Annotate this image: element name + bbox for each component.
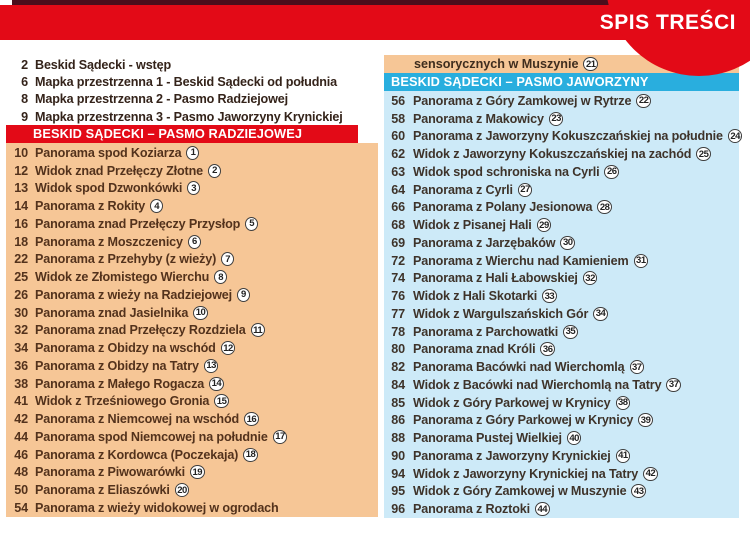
toc-entry [6,251,378,269]
page-number: 58 [391,111,405,126]
entry-title: Widok z Wargulszańskich Gór [413,306,589,321]
map-marker-badge: 16 [244,412,259,426]
entry-title: Panorama znad Przełęczy Rozdziela [35,323,246,338]
page-number: 41 [14,394,28,409]
entry-title: Widok z Pisanej Hali [413,218,532,233]
toc-entry [6,197,378,215]
page-number: 16 [14,216,28,231]
page-number: 8 [21,92,28,107]
entry-title: Panorama z Jarzębaków [413,235,556,250]
entry-title: Panorama z Moszczenicy [35,234,183,249]
page-number: 50 [14,483,28,498]
page-number: 12 [14,163,28,178]
map-marker-badge: 27 [518,183,533,197]
entry-title: Panorama z Góry Zamkowej w Rytrze [413,93,632,108]
page-number: 64 [391,182,405,197]
page-number: 80 [391,342,405,357]
toc-entry [6,162,378,180]
toc-entry [384,234,739,252]
toc-entry [384,376,739,394]
entry-title: Widok z Góry Zamkowej w Muszynie [413,484,627,499]
map-marker-badge: 32 [583,271,598,285]
entry-title: Panorama z Przehyby (z wieży) [35,252,217,267]
toc-entry [6,180,378,198]
toc-entry [384,483,739,501]
page-number: 48 [14,465,28,480]
page-number: 46 [14,447,28,462]
page-number: 84 [391,377,405,392]
toc-entry [384,429,739,447]
map-marker-badge: 29 [537,218,552,232]
page-number: 66 [391,200,405,215]
page-number: 26 [14,287,28,302]
entry-title: Panorama z Obidzy na wschód [35,341,216,356]
map-marker-badge: 9 [237,288,250,302]
toc-entry [384,270,739,288]
page-number: 22 [14,252,28,267]
entry-title: Widok z Trześniowego Gronia [35,394,210,409]
entry-title: Mapka przestrzenna 1 - Beskid Sądecki od południa [35,75,337,90]
toc-entry [6,91,378,108]
toc-entry [384,128,739,146]
page-number: 68 [391,218,405,233]
map-marker-badge: 21 [583,57,598,71]
toc-entry [6,286,378,304]
toc-entry [384,216,739,234]
page-number: 2 [21,57,28,72]
map-marker-badge: 41 [616,449,631,463]
page-number: 77 [391,306,405,321]
page-number: 74 [391,271,405,286]
toc-entry [384,287,739,305]
intro-entry-list [6,56,378,126]
entry-title: Panorama z Wierchu nad Kamieniem [413,253,629,268]
toc-entry [6,393,378,411]
page-number: 36 [14,358,28,373]
page-number: 72 [391,253,405,268]
page-number: 69 [391,235,405,250]
map-marker-badge: 23 [549,112,564,126]
map-marker-badge: 5 [245,217,258,231]
map-marker-badge: 25 [696,147,711,161]
entry-title: Panorama spod Niemcowej na południe [35,429,268,444]
map-marker-badge: 15 [214,394,229,408]
section-header-pasmo-jaworzyny: BESKID SĄDECKI – PASMO JAWORZYNY [384,73,739,91]
map-marker-badge: 12 [221,341,236,355]
map-marker-badge: 26 [604,165,619,179]
entry-title: Widok z Góry Parkowej w Krynicy [413,395,611,410]
entry-title: Mapka przestrzenna 3 - Pasmo Jaworzyny Krynickiej [35,109,343,124]
page-number: 60 [391,129,405,144]
entry-title: Widok spod schroniska na Cyrli [413,164,600,179]
map-marker-badge: 34 [593,307,608,321]
entry-title: Widok spod Dzwonkówki [35,181,183,196]
toc-entry [6,428,378,446]
entry-title: Widok z Hali Skotarki [413,289,538,304]
map-marker-badge: 1 [186,146,199,160]
map-marker-badge: 18 [243,448,258,462]
page-number: 95 [391,484,405,499]
page-number: 88 [391,431,405,446]
toc-entry [384,323,739,341]
page-number: 54 [14,500,28,515]
toc-entry [6,268,378,286]
page-number: 32 [14,323,28,338]
toc-entry [384,341,739,359]
map-marker-badge: 37 [630,360,645,374]
entry-title: Panorama z Hali Łabowskiej [413,271,578,286]
map-marker-badge: 24 [728,129,743,143]
entry-title: Panorama z Makowicy [413,111,544,126]
entry-title: Beskid Sądecki - wstęp [35,57,171,72]
map-marker-badge: 37 [666,378,681,392]
entry-title: Panorama z Góry Parkowej w Krynicy [413,413,634,428]
map-marker-badge: 20 [175,483,190,497]
map-marker-badge: 11 [251,323,265,337]
toc-entry [6,357,378,375]
page-number: 76 [391,289,405,304]
page-number: 13 [14,181,28,196]
page-number: 44 [14,429,28,444]
page-number: 96 [391,502,405,517]
toc-entry [6,108,378,125]
toc-entry [384,163,739,181]
entry-title: Widok z Jaworzyny Kokuszczańskiej na zachód [413,147,692,162]
entry-title: Panorama znad Jasielnika [35,305,189,320]
entry-title: Panorama z Obidzy na Tatry [35,358,199,373]
section-header-pasmo-radziejowej: BESKID SĄDECKI – PASMO RADZIEJOWEJ [6,125,358,143]
toc-entry [384,447,739,465]
toc-entry [6,446,378,464]
map-marker-badge: 44 [535,502,550,516]
toc-entry [6,144,378,162]
map-marker-badge: 6 [188,235,201,249]
map-marker-badge: 13 [204,359,219,373]
page-number: 14 [14,199,28,214]
entry-title: Panorama z Niemcowej na wschód [35,412,240,427]
entry-title: Panorama z Kordowca (Poczekaja) [35,447,239,462]
toc-entry [6,322,378,340]
page-number: 10 [14,145,28,160]
page-number: 82 [391,360,405,375]
toc-entry [384,412,739,430]
entry-title: Panorama znad Przełęczy Przysłop [35,216,241,231]
map-marker-badge: 31 [634,254,649,268]
toc-entry [384,465,739,483]
right-column-panel [384,91,739,518]
page-number: 90 [391,448,405,463]
toc-entry [6,233,378,251]
toc-entry [6,304,378,322]
toc-entry [6,73,378,90]
entry-title: Panorama z Małego Rogacza [35,376,205,391]
toc-entry [6,410,378,428]
page-number: 38 [14,376,28,391]
entry-title: Panorama znad Króli [413,342,536,357]
entry-title: Panorama spod Koziarza [35,145,182,160]
page-number: 56 [391,93,405,108]
page-number: 30 [14,305,28,320]
toc-entry [6,481,378,499]
entry-title: Panorama z Rokity [35,199,146,214]
toc-entry [384,500,739,518]
page-number: 9 [21,109,28,124]
continuation-text: sensorycznych w Muszynie [414,57,579,71]
toc-entry [384,305,739,323]
entry-title: Panorama Pustej Wielkiej [413,431,562,446]
toc-entry [384,252,739,270]
page-number: 25 [14,270,28,285]
map-marker-badge: 10 [193,306,208,320]
toc-entry [6,56,378,73]
entry-title: Widok ze Złomistego Wierchu [35,270,210,285]
toc-entry [6,339,378,357]
page-title: SPIS TREŚCI [599,11,736,34]
entry-title: Panorama z Jaworzyny Kokuszczańskiej na południe [413,129,723,144]
entry-title: Panorama z Cyrli [413,182,513,197]
map-marker-badge: 43 [631,484,646,498]
map-marker-badge: 36 [540,342,555,356]
page-number: 18 [14,234,28,249]
map-marker-badge: 19 [190,465,205,479]
entry-title: Panorama z Polany Jesionowa [413,200,593,215]
entry-title: Panorama Bacówki nad Wierchomlą [413,360,625,375]
map-marker-badge: 8 [214,270,227,284]
toc-entry [384,110,739,128]
page-number: 85 [391,395,405,410]
map-marker-badge: 28 [597,200,612,214]
map-marker-badge: 38 [616,396,631,410]
page-number: 42 [14,412,28,427]
toc-entry [6,215,378,233]
map-marker-badge: 17 [273,430,288,444]
map-marker-badge: 3 [187,181,200,195]
toc-entry [384,145,739,163]
page-number: 94 [391,466,405,481]
map-marker-badge: 2 [208,164,221,178]
map-marker-badge: 39 [638,413,653,427]
map-marker-badge: 14 [209,377,224,391]
toc-entry [384,358,739,376]
toc-entry [6,375,378,393]
toc-entry [384,394,739,412]
map-marker-badge: 40 [567,431,582,445]
map-marker-badge: 42 [643,467,658,481]
entry-title: Widok znad Przełęczy Złotne [35,163,203,178]
map-marker-badge: 22 [636,94,651,108]
page-number: 86 [391,413,405,428]
toc-entry [6,499,378,517]
entry-title: Panorama z Piwowarówki [35,465,185,480]
entry-title: Panorama z Jaworzyny Krynickiej [413,448,611,463]
entry-title: Panorama z Eliaszówki [35,483,170,498]
map-marker-badge: 30 [560,236,575,250]
entry-title: Panorama z Parchowatki [413,324,559,339]
page-number: 34 [14,341,28,356]
entry-title: Panorama z Roztoki [413,502,530,517]
map-marker-badge: 33 [542,289,557,303]
toc-entry [384,181,739,199]
map-marker-badge: 4 [150,199,163,213]
page-number: 78 [391,324,405,339]
entry-title: Panorama z wieży widokowej w ogrodach [35,500,279,515]
page-number: 62 [391,147,405,162]
page-number: 63 [391,164,405,179]
entry-title: Mapka przestrzenna 2 - Pasmo Radziejowej [35,92,288,107]
map-marker-badge: 35 [563,325,578,339]
entry-title: Widok z Bacówki nad Wierchomlą na Tatry [413,377,662,392]
map-marker-badge: 7 [221,252,234,266]
toc-entry [384,92,739,110]
toc-entry [6,464,378,482]
entry-title: Panorama z wieży na Radziejowej [35,287,232,302]
page-number: 6 [21,75,28,90]
toc-entry [384,199,739,217]
entry-title: Widok z Jaworzyny Krynickiej na Tatry [413,466,639,481]
left-column-panel [6,143,378,517]
